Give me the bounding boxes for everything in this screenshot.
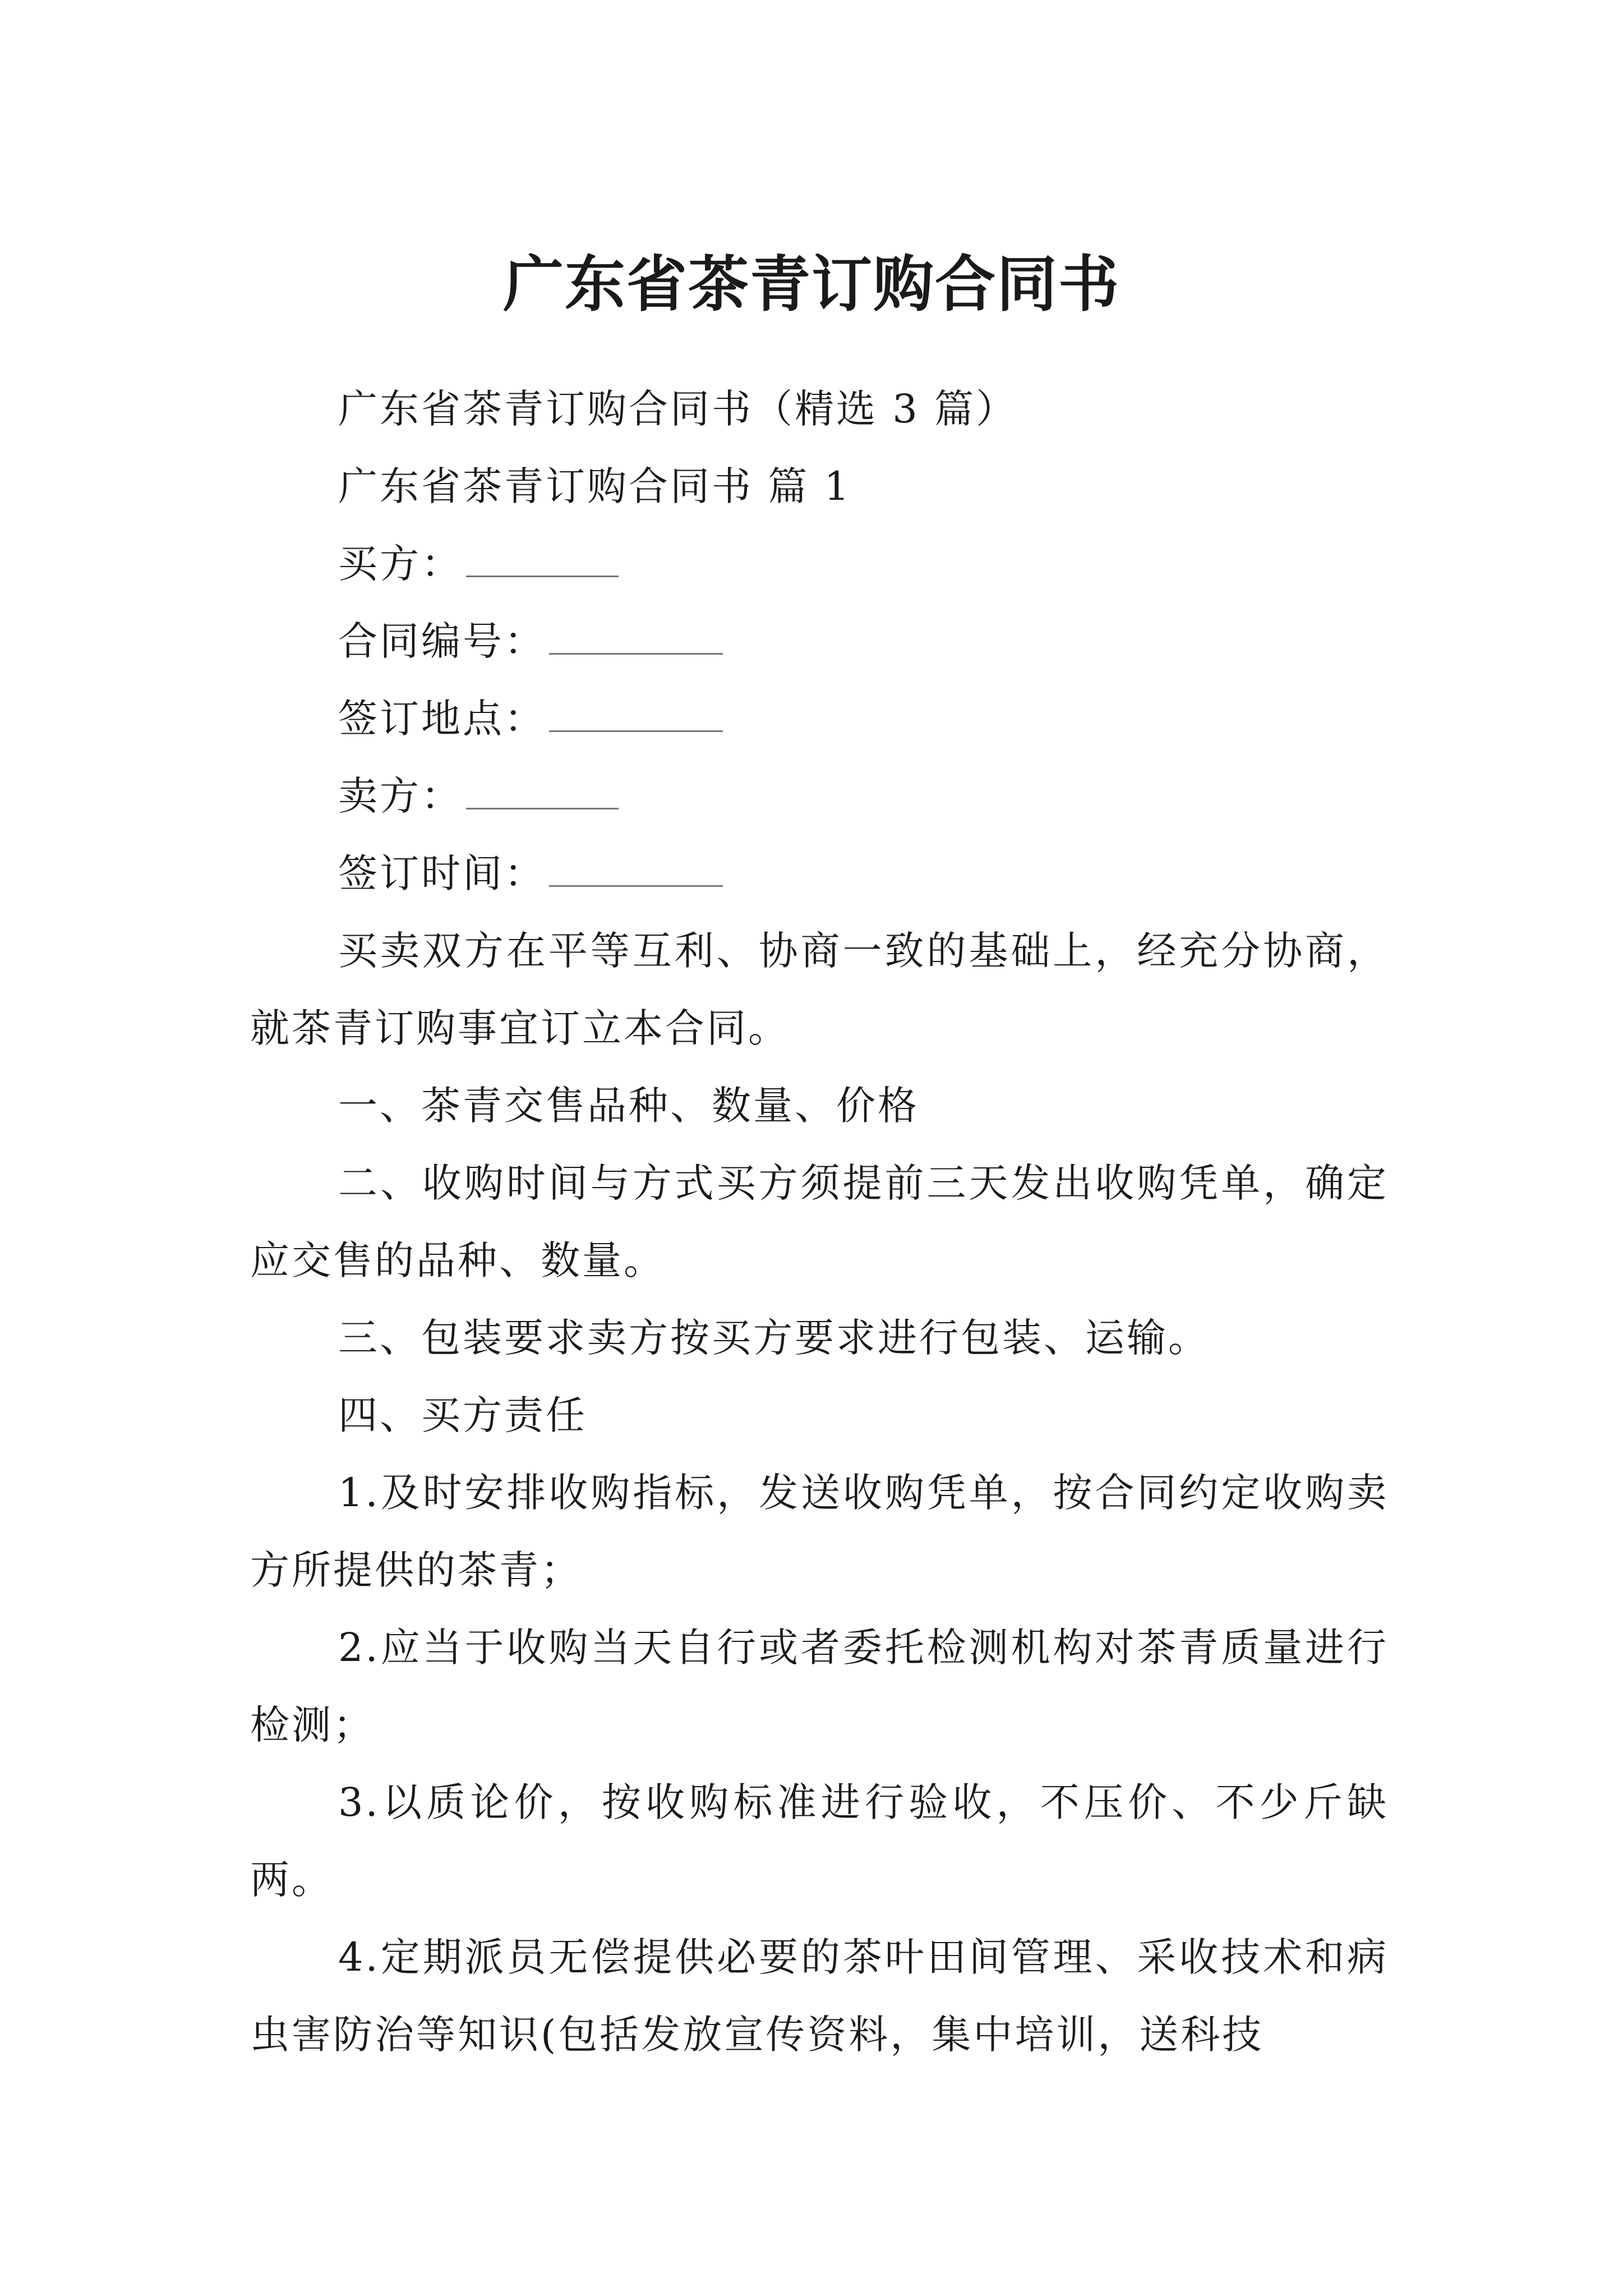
field-signing-place <box>250 680 1389 757</box>
seller-blank-field[interactable] <box>466 776 619 809</box>
paragraph-item-3: 3.以质论价，按收购标准进行验收，不压价、不少斤缺两。 <box>250 1779 1389 1903</box>
field-seller <box>250 757 1389 835</box>
section-heading: 广东省茶青订购合同书 篇 1 <box>338 463 852 509</box>
field-label-signing-place: 签订地点： <box>338 696 546 742</box>
paragraph-item-2: 2.应当于收购当天自行或者委托检测机构对茶青质量进行检测； <box>250 1625 1389 1748</box>
field-buyer <box>250 525 1389 602</box>
field-label-buyer: 买方： <box>338 541 463 587</box>
paragraph-item-4: 4.定期派员无偿提供必要的茶叶田间管理、采收技术和病虫害防治等知识(包括发放宣传资料，集中培训，送科技 <box>250 1934 1389 2058</box>
paragraph-item-1: 1.及时安排收购指标，发送收购凭单，按合同约定收购卖方所提供的茶青； <box>250 1470 1389 1593</box>
subtitle: 广东省茶青订购合同书（精选 3 篇） <box>338 386 1018 432</box>
field-signing-time <box>250 835 1389 912</box>
buyer-blank-field[interactable] <box>466 544 619 577</box>
field-label-seller: 卖方： <box>338 773 463 819</box>
paragraph-intro: 买卖双方在平等互利、协商一致的基础上，经充分协商，就茶青订购事宜订立本合同。 <box>250 928 1389 1051</box>
signing-time-blank-field[interactable] <box>549 854 723 887</box>
paragraph-clause-4: 四、买方责任 <box>338 1392 587 1438</box>
paragraph-clause-2: 二、收购时间与方式买方须提前三天发出收购凭单，确定应交售的品种、数量。 <box>250 1160 1389 1283</box>
contract-number-blank-field[interactable] <box>549 622 723 655</box>
document-title: 广东省茶青订购合同书 <box>502 249 1120 320</box>
paragraph-clause-1: 一、茶青交售品种、数量、价格 <box>338 1083 919 1129</box>
signing-place-blank-field[interactable] <box>549 699 723 732</box>
document-body <box>250 370 1389 2073</box>
field-contract-number <box>250 602 1389 680</box>
field-label-signing-time: 签订时间： <box>338 850 546 896</box>
field-label-contract-number: 合同编号： <box>338 618 546 664</box>
paragraph-clause-3: 三、包装要求卖方按买方要求进行包装、运输。 <box>338 1315 1210 1361</box>
